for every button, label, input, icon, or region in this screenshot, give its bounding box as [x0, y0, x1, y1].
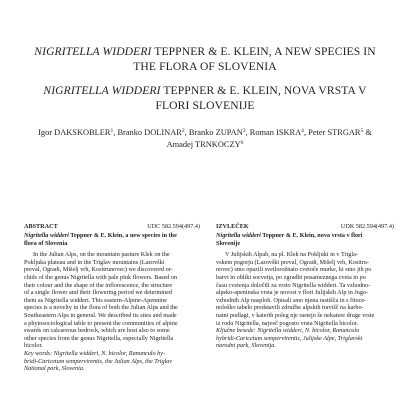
abstract-line: of a single flower and their flowering period we determined [24, 289, 172, 297]
izvlecek-line: Ključne besede: Nigritella widderi, N. bicolor, Ranunculo [216, 327, 360, 335]
author-3: Branko ZUPAN$^3$, [188, 128, 250, 137]
izvlecek-citation: Nigritella widderi Teppner & E. Klein, nova vrsta v flori Slovenije [216, 232, 363, 247]
author-4: Roman ISKRA$^4$, [249, 128, 309, 137]
izvlecek-heading: IZVLEČEK [216, 223, 249, 230]
abstract-line: bicolor. [24, 342, 43, 350]
keyword-line: National park, Slovenia. [24, 365, 85, 373]
abstract-line: chids of the genus Nigritella with pale pink flowers. Based on [24, 273, 178, 281]
keyword-line: Key words: Nigritella widderi, N. bicolor, Ranunculo hy- [24, 349, 166, 357]
izvlecek-column [216, 223, 394, 350]
abstract-keywords [24, 350, 200, 373]
abstract-line: their colour and the shape of the inflorescence, the structure [24, 281, 173, 289]
izvlecek-line: V Julijskih Alpah, na pl. Klek na Pokljuki in v Trigla- [225, 251, 358, 259]
title-english [22, 44, 388, 74]
author-line-1 [20, 127, 390, 139]
abstract-body [24, 251, 200, 350]
izvlecek-line: narodni park, Slovenija. [216, 342, 276, 350]
abstract-udc: UDC 582.594(497.4) [147, 223, 200, 230]
title-sl-line-2: FLORI SLOVENIJE [155, 99, 255, 112]
abstract-line: them as Nigritella widderi. This eastern-Alpine-Apennine [24, 296, 167, 304]
author-list [20, 127, 390, 151]
izvlecek-line: času cvetenja določili za vrsto Nigritella widderi. Ta vzhodno- [216, 281, 371, 289]
izvlecek-line: vskem pogorju (Lazovški preval, Ogradi, Mišelj vrh, Kositru- [216, 258, 369, 266]
title-slovene [22, 83, 388, 113]
title-sl-line-1: NIGRITELLA WIDDERI TEPPNER & E. KLEIN, NOVA VRSTA V [43, 84, 367, 97]
izvlecek-body [216, 251, 394, 350]
abstract-column [24, 223, 200, 373]
keyword-line: bridi-Caricetum sempervirentis, the Julian Alps, the Triglav [24, 357, 173, 365]
abstract-line: species is a novelty in the flora of both the Julian Alps and the [24, 304, 178, 312]
izvlecek-line: vzhodnih Alp nasploh. Opisali smo njena rastišča in s fitoce- [216, 296, 367, 304]
author-1: Igor DAKSKOBLER$^1$, [38, 128, 118, 137]
author-2: Branko DOLINAR$^2$, [117, 128, 189, 137]
abstract-citation: Nigritella widderi Teppner & E. Klein, a new species in the flora of Slovenia [24, 232, 177, 247]
izvlecek-line: hybridi-Caricetum sempervirentis, Julijske Alpe, Triglavski [216, 334, 363, 342]
izvlecek-line: nološko tabelo predstavili združbe alpskih travišč na karbo- [216, 304, 364, 312]
author-line-2 [20, 139, 390, 151]
abstract-line: swards on calcareous bedrock, which are host also to some [24, 327, 170, 335]
izvlecek-header [216, 223, 394, 231]
author-5: Peter STRGAR$^5$ & [308, 128, 372, 137]
abstract-line: a phytosociological table to present the communities of alpine [24, 319, 178, 327]
izvlecek-line: novec) smo opazili svetlorožnato cvetoče murke, ki smo jih po [216, 266, 372, 274]
abstract-line: preval, Ogradi, Mišelj vrh, Kositrunovec) we discovered or- [24, 266, 173, 274]
abstract-line: Southeastern Alps in general. We described its sites and made [24, 311, 177, 319]
abstract-line: Pokljuka plateau and in the Triglav mountains (Lazovški [24, 258, 165, 266]
abstract-line: other species from the genus Nigritella, especially Nigritella [24, 334, 174, 342]
izvlecek-line: alpsko-apeninska vrsta je novost v flori Julijskih Alp in Jugo- [216, 289, 369, 297]
abstract-line: In the Julian Alps, on the mountain pasture Klek on the [33, 251, 170, 259]
izvlecek-line: iz rodu Nigritella, največ pogosto vrsta Nigritella bicolor. [216, 319, 359, 327]
title-en-line-1: NIGRITELLA WIDDERI TEPPNER & E. KLEIN, A NEW SPECIES IN [34, 45, 376, 58]
abstract-heading: ABSTRACT [24, 223, 58, 230]
izvlecek-udk: UDK 582.594(497.4) [340, 223, 394, 230]
author-6: Amadej TRNKOCZY$^6$ [166, 140, 244, 149]
title-en-line-2: THE FLORA OF SLOVENIA [133, 60, 277, 73]
abstract-header [24, 223, 200, 231]
izvlecek-line: barvi in obliki socvetja, po zgradbi posameznega cveta in po [216, 273, 366, 281]
izvlecek-line: natni podlagi, v katerih poleg nje rastejo še nekatere druge vrste [216, 311, 375, 319]
